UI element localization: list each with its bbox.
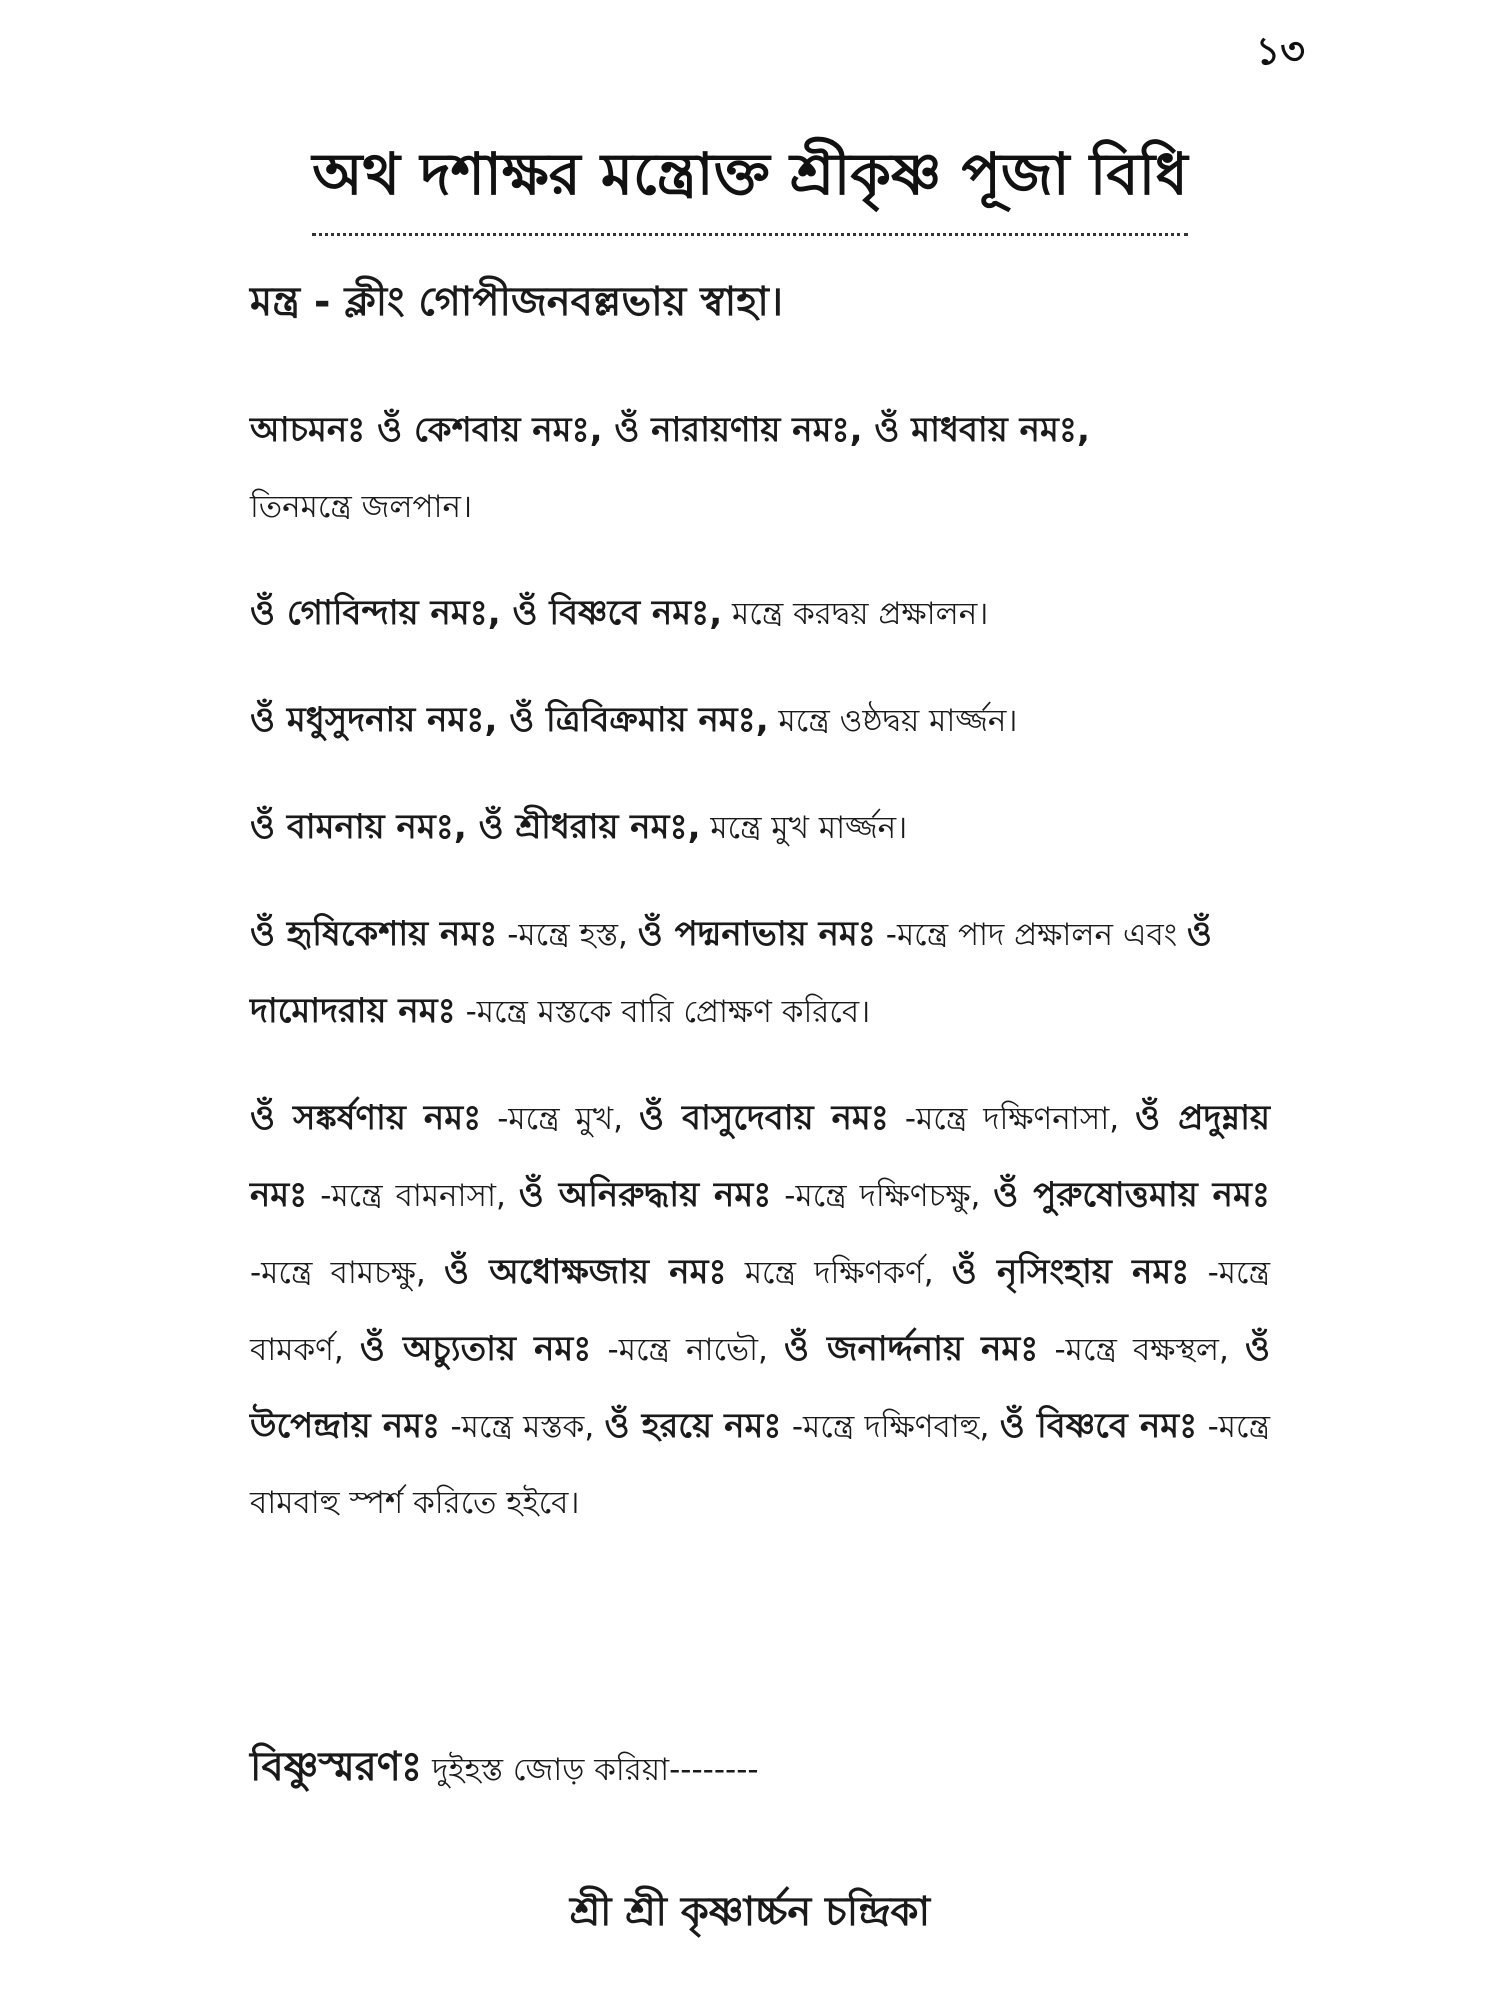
body-content [250, 270, 1270, 1571]
achaman-mantras: আচমনঃ ওঁ কেশবায় নমঃ, ওঁ নারায়ণায় নমঃ, ওঁ মাধবায় নমঃ, [250, 410, 1090, 450]
mantra-line: মন্ত্র - ক্লীং গোপীজনবল্লভায় স্বাহা। [250, 279, 784, 325]
page-title [0, 130, 1500, 236]
mantra-instruction: -মন্ত্রে দক্ষিণবাহু, [781, 1409, 1000, 1445]
mantra-instruction: -মন্ত্রে মস্তক, [440, 1409, 605, 1445]
mantra-instruction: -মন্ত্রে মস্তকে বারি প্রোক্ষণ করিবে। [455, 994, 871, 1030]
mantra-instruction: -মন্ত্রে বক্ষস্থল, [1038, 1332, 1245, 1368]
vishnu-smaran-line [250, 1735, 759, 1802]
hand-wash-paragraph [250, 575, 1270, 652]
mantra-bold: ওঁ জনার্দ্দনায় নমঃ [783, 1329, 1039, 1369]
mantra-bold: ওঁ অধোক্ষজায় নমঃ [443, 1252, 727, 1292]
mantra-bold: ওঁ পদ্মনাভায় নমঃ [637, 914, 876, 954]
mantra-bold: ওঁ বিষ্ণবে নমঃ [999, 1406, 1198, 1446]
mantra-instruction: -মন্ত্রে বামনাসা, [307, 1178, 519, 1214]
page-number: ১৩ [1255, 29, 1305, 73]
achaman-instruction: তিনমন্ত্রে জলপান। [250, 489, 473, 525]
mantra-instruction: মন্ত্রে দক্ষিণকর্ণ, [726, 1255, 952, 1291]
mantra-instruction: -মন্ত্রে মুখ, [481, 1101, 640, 1137]
mantra-bold: ওঁ সঙ্কর্ষণায় নমঃ [250, 1098, 482, 1138]
mantra-bold: ওঁ উপেন্দ্রায় নমঃ [250, 1329, 1270, 1446]
mantra-instruction: -মন্ত্রে নাভৌ, [591, 1332, 784, 1368]
mantra-instruction: -মন্ত্রে দক্ষিণচক্ষু, [771, 1178, 994, 1214]
vishnu-smaran-instruction: দুইহস্ত জোড় করিয়া-------- [422, 1752, 759, 1788]
page-title-text: অথ দশাক্ষর মন্ত্রোক্ত শ্রীকৃষ্ণ পূজা বিধি [312, 130, 1188, 236]
lip-wipe-mantras: ওঁ মধুসুদনায় নমঃ, ওঁ ত্রিবিক্রমায় নমঃ, [250, 700, 769, 740]
mantra-bold: ওঁ প্রদুম্নায় নমঃ [250, 1098, 1271, 1215]
touch-paragraph [250, 1080, 1270, 1541]
mantra-instruction: -মন্ত্রে বামচক্ষু, [250, 1255, 444, 1291]
lip-wipe-instruction: মন্ত্রে ওষ্ঠদ্বয় মার্জ্জন। [768, 703, 1018, 739]
mantra-bold: ওঁ অনিরুদ্ধায় নমঃ [518, 1175, 772, 1215]
book-title-footer: শ্রী শ্রী কৃষ্ণার্চ্চন চন্দ্রিকা [569, 1889, 931, 1935]
lip-wipe-paragraph [250, 682, 1270, 759]
mantra-instruction: -মন্ত্রে পাদ প্রক্ষালন এবং [875, 917, 1187, 953]
mantra-instruction: -মন্ত্রে দক্ষিণনাসা, [888, 1101, 1136, 1137]
hand-wash-mantras: ওঁ গোবিন্দায় নমঃ, ওঁ বিষ্ণবে নমঃ, [250, 593, 723, 633]
mantra-bold: ওঁ পুরুষোত্তমায় নমঃ [993, 1175, 1270, 1215]
face-wipe-paragraph [250, 789, 1270, 866]
mantra-instruction: -মন্ত্রে বামবাহু স্পর্শ করিতে হইবে। [250, 1409, 1270, 1521]
vishnu-smaran-heading: বিষ্ণুস্মরণঃ [250, 1744, 423, 1790]
sprinkle-paragraph [250, 896, 1270, 1050]
mantra-instruction: -মন্ত্রে হস্ত, [497, 917, 638, 953]
achaman-paragraph [250, 392, 1270, 545]
mantra-bold: ওঁ বাসুদেবায় নমঃ [639, 1098, 889, 1138]
mantra-bold: ওঁ অচ্যুতায় নমঃ [359, 1329, 592, 1369]
hand-wash-instruction: মন্ত্রে করদ্বয় প্রক্ষালন। [722, 596, 989, 632]
face-wipe-mantras: ওঁ বামনায় নমঃ, ওঁ শ্রীধরায় নমঃ, [250, 807, 701, 847]
mantra-bold: ওঁ হরয়ে নমঃ [604, 1406, 782, 1446]
face-wipe-instruction: মন্ত্রে মুখ মার্জ্জন। [700, 810, 908, 846]
mantra-instruction: -মন্ত্রে বামকর্ণ, [250, 1255, 1270, 1368]
mantra-bold: ওঁ দামোদরায় নমঃ [250, 914, 1212, 1031]
mantra-bold: ওঁ নৃসিংহায় নমঃ [951, 1252, 1190, 1292]
mantra-bold: ওঁ হৃষিকেশায় নমঃ [250, 914, 498, 954]
